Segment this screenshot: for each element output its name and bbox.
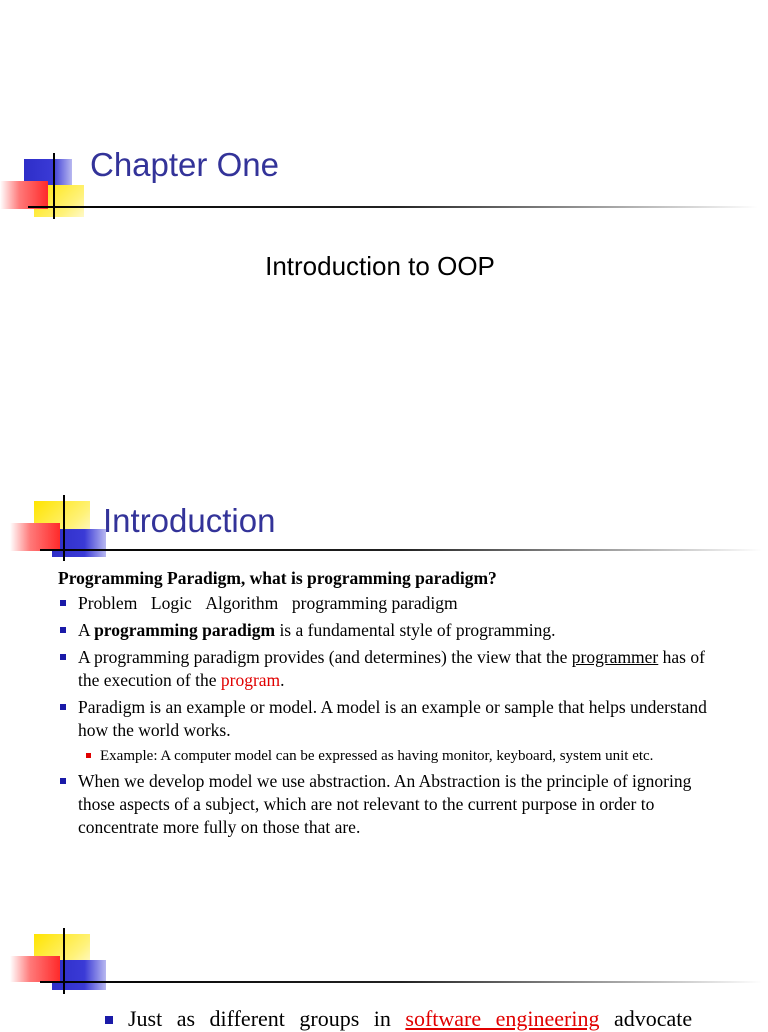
bullet-text: Paradigm is an example or model. A model is an example or sample that helps understand how the world works. xyxy=(78,697,707,740)
slide-logo-icon xyxy=(0,153,100,223)
bullet-item xyxy=(58,696,708,766)
body-heading: Programming Paradigm, what is programming paradigm? xyxy=(58,568,497,588)
bullet-text: is a fundamental style of programming. xyxy=(275,620,556,640)
bullet-text: Problem Logic Algorithm programming paradigm xyxy=(78,593,429,613)
slide-body xyxy=(58,567,708,843)
bullet-item xyxy=(58,619,708,642)
slide-title: Introduction xyxy=(103,502,276,539)
slide-logo-icon xyxy=(10,495,110,565)
bold-term: programming paradigm xyxy=(94,620,276,640)
slide-3 xyxy=(0,890,768,1031)
slide-title: Chapter One xyxy=(90,146,279,183)
bullet-text: . xyxy=(280,670,285,690)
software-engineering-link[interactable]: software engineering xyxy=(405,1006,600,1031)
sub-bullet-list xyxy=(78,746,708,766)
slide-subtitle: Introduction to OOP xyxy=(265,251,495,281)
slide-2 xyxy=(0,465,768,890)
bullet-text: has of the execution of the xyxy=(78,647,705,690)
title-divider xyxy=(28,206,758,208)
slide-logo-icon xyxy=(10,928,110,998)
bullet-text: A xyxy=(78,620,95,640)
bullet-list xyxy=(58,592,708,839)
slide-body xyxy=(108,1006,748,1032)
bullet-text: advocate xyxy=(599,1006,693,1031)
bullet-text: A programming paradigm provides (and determines) the view that the xyxy=(78,647,572,667)
bullet-item xyxy=(58,646,708,692)
bullet-text: Just as different groups in xyxy=(128,1006,406,1031)
bullet-text: When we develop model we use abstraction. An Abstraction is the principle of ignoring those aspects of a subject, which are not relevant to the current purpose in order to concentrate more fully on those that are. xyxy=(78,771,692,837)
programmer-link[interactable]: programmer xyxy=(571,647,659,667)
program-link[interactable]: program xyxy=(220,670,281,690)
sub-bullet-item: Example: A computer model can be expressed as having monitor, keyboard, system unit etc. xyxy=(78,746,708,766)
bullet-marker xyxy=(105,1016,113,1024)
title-divider xyxy=(40,549,762,551)
bullet-item xyxy=(58,592,708,615)
title-divider xyxy=(40,981,762,983)
bullet-item xyxy=(58,770,708,839)
slide-1 xyxy=(0,0,768,465)
